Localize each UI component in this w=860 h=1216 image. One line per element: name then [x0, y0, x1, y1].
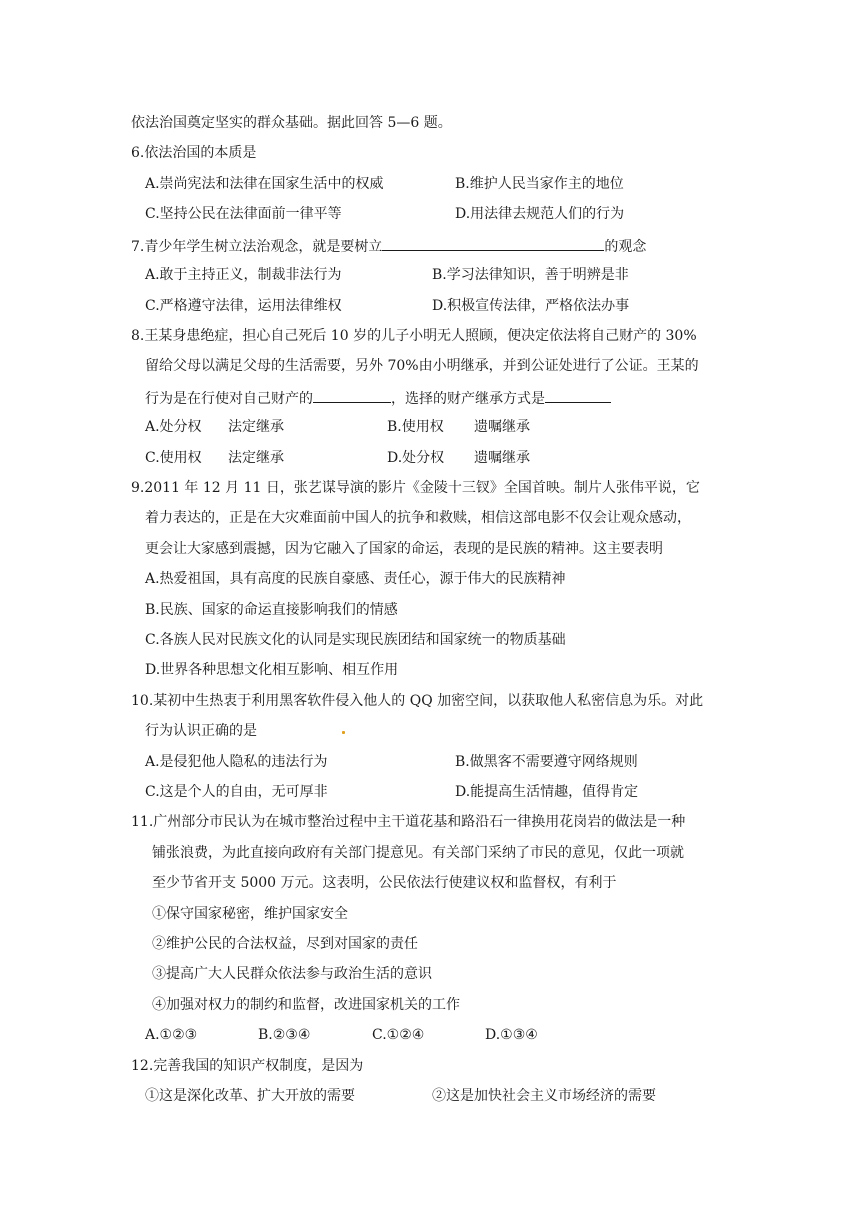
q8-line1: 8.王某身患绝症，担心自己死后 10 岁的儿子小明无人照顾，便决定依法将自己财产的 30% [131, 328, 697, 344]
q6-option-a: A.崇尚宪法和法律在国家生活中的权威 [145, 176, 384, 192]
q7-option-b: B.学习法律知识，善于明辨是非 [432, 267, 629, 283]
q9-line3: 更会让大家感到震撼，因为它融入了国家的命运，表现的是民族的精神。这主要表明 [145, 541, 663, 557]
q9-option-d: D.世界各种思想文化相互影响、相互作用 [145, 662, 399, 678]
q8-line3-pre: 行为是在行使对自己财产的 [145, 391, 313, 407]
q9-option-c: C.各族人民对民族文化的认同是实现民族团结和国家统一的物质基础 [145, 632, 566, 648]
q7-blank [382, 235, 604, 251]
q8-line3-mid: ，选择的财产继承方式是 [391, 391, 545, 407]
q8-option-d: D.处分权 [387, 450, 445, 466]
stray-mark [342, 731, 345, 734]
q12-stem: 12.完善我国的知识产权制度，是因为 [131, 1058, 364, 1074]
q7-stem-post: 的观念 [604, 239, 647, 255]
q9-line2: 着力表达的，正是在大灾难面前中国人的抗争和救赎，相信这部电影不仅会让观众感动， [145, 510, 691, 526]
q11-item-1: ①保守国家秘密，维护国家安全 [152, 906, 348, 922]
q8-option-c-method: 法定继承 [228, 450, 284, 466]
q10-option-a: A.是侵犯他人隐私的违法行为 [145, 754, 328, 770]
q7-option-a: A.敢于主持正义，制裁非法行为 [145, 267, 342, 283]
q11-item-4: ④加强对权力的制约和监督，改进国家机关的工作 [152, 997, 460, 1013]
intro-text: 依法治国奠定坚实的群众基础。据此回答 5—6 题。 [131, 115, 452, 131]
q8-option-a-method: 法定继承 [228, 419, 284, 435]
q6-option-d: D.用法律去规范人们的行为 [455, 206, 625, 222]
q11-option-a: A.①②③ [145, 1027, 198, 1043]
q7-stem [131, 235, 646, 255]
q11-option-c: C.①②④ [372, 1027, 425, 1043]
q11-line3: 至少节省开支 5000 万元。这表明，公民依法行使建议权和监督权，有利于 [152, 875, 617, 891]
q8-option-d-method: 遗嘱继承 [474, 450, 530, 466]
q8-option-c: C.使用权 [145, 450, 202, 466]
q12-item-1: ①这是深化改革、扩大开放的需要 [145, 1088, 355, 1104]
q7-option-d: D.积极宣传法律，严格依法办事 [432, 298, 630, 314]
q6-stem: 6.依法治国的本质是 [131, 145, 257, 161]
q10-option-d: D.能提高生活情趣，值得肯定 [455, 784, 639, 800]
q11-line1: 11.广州部分市民认为在城市整治过程中主干道花基和路沿石一律换用花岗岩的做法是一种 [131, 814, 686, 830]
q11-option-d: D.①③④ [485, 1027, 538, 1043]
q10-line1: 10.某初中生热衷于利用黑客软件侵入他人的 QQ 加密空间，以获取他人私密信息为乐。对此 [131, 693, 704, 709]
q8-blank-1 [313, 387, 391, 403]
q8-option-b-method: 遗嘱继承 [474, 419, 530, 435]
q11-line2: 铺张浪费，为此直接向政府有关部门提意见。有关部门采纳了市民的意见，仅此一项就 [152, 845, 684, 861]
q8-blank-2 [545, 387, 611, 403]
q7-stem-pre: 7.青少年学生树立法治观念，就是要树立 [131, 239, 383, 255]
q9-option-b: B.民族、国家的命运直接影响我们的情感 [145, 602, 398, 618]
q6-option-b: B.维护人民当家作主的地位 [455, 176, 624, 192]
q12-item-2: ②这是加快社会主义市场经济的需要 [432, 1088, 656, 1104]
q10-line2: 行为认识正确的是 [145, 723, 257, 739]
q9-option-a: A.热爱祖国，具有高度的民族自豪感、责任心，源于伟大的民族精神 [145, 571, 566, 587]
q6-option-c: C.坚持公民在法律面前一律平等 [145, 206, 342, 222]
q7-option-c: C.严格遵守法律，运用法律维权 [145, 298, 342, 314]
q11-option-b: B.②③④ [258, 1027, 311, 1043]
q8-line2: 留给父母以满足父母的生活需要，另外 70%由小明继承，并到公证处进行了公证。王某的 [145, 358, 699, 374]
q8-option-a: A.处分权 [145, 419, 202, 435]
q9-line1: 9.2011 年 12 月 11 日，张艺谋导演的影片《金陵十三钗》全国首映。制片人张伟平说，它 [131, 480, 700, 496]
q10-option-b: B.做黑客不需要遵守网络规则 [455, 754, 638, 770]
q11-item-3: ③提高广大人民群众依法参与政治生活的意识 [152, 966, 432, 982]
q8-line3 [145, 387, 611, 407]
q8-option-b: B.使用权 [387, 419, 444, 435]
q11-item-2: ②维护公民的合法权益，尽到对国家的责任 [152, 936, 418, 952]
q10-option-c: C.这是个人的自由，无可厚非 [145, 784, 328, 800]
